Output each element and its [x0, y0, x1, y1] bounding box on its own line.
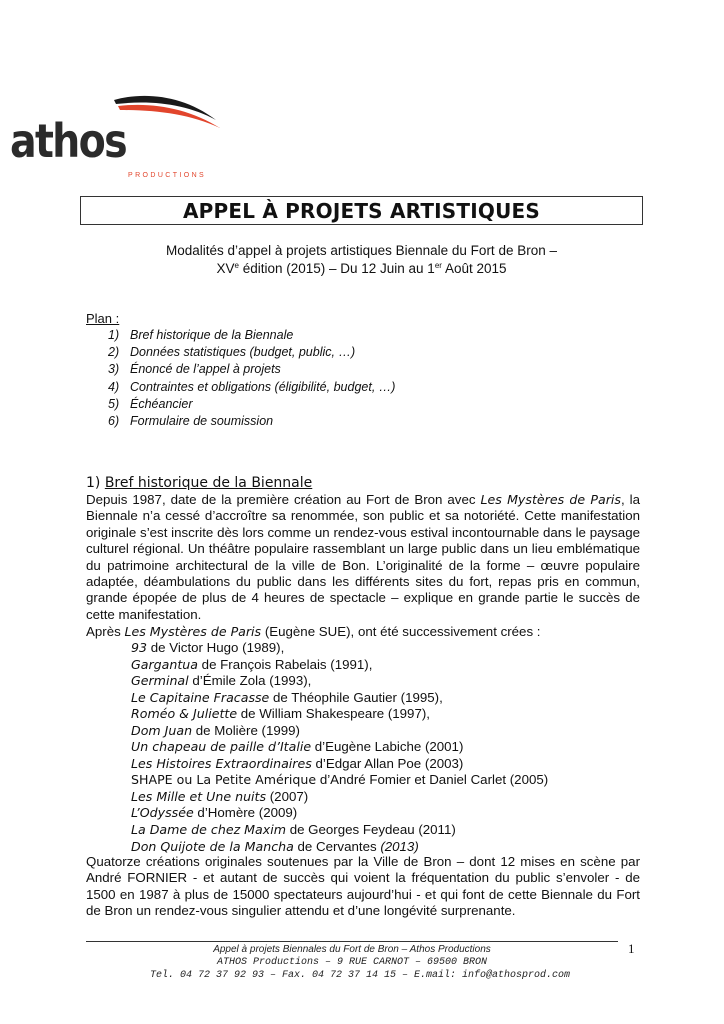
- plan-item: [108, 344, 395, 361]
- work-item: [131, 772, 548, 789]
- work-title: L’Odyssée: [131, 805, 194, 821]
- paragraph-text: (Eugène SUE), ont été successivement crées :: [261, 624, 541, 639]
- plan-item-number: 3): [108, 362, 120, 377]
- work-title: Les Mille et Une nuits: [131, 788, 267, 804]
- work-credit: de Georges Feydeau (2011): [286, 822, 456, 838]
- subtitle-sup-er: er: [434, 261, 442, 270]
- work-credit: de Molière (1999): [192, 722, 300, 738]
- footer-divider: [86, 941, 618, 942]
- work-title: Le Capitaine Fracasse: [131, 689, 270, 705]
- plan-item: [108, 396, 395, 413]
- work-credit: de François Rabelais (1991),: [197, 656, 373, 672]
- plan-item: [108, 327, 395, 344]
- work-credit: de Théophile Gautier (1995),: [269, 689, 443, 705]
- work-item: [131, 822, 548, 839]
- title-box: [80, 196, 643, 225]
- work-year: (2013): [380, 838, 419, 854]
- footer-contact: Tel. 04 72 37 92 93 – Fax. 04 72 37 14 15 – E.mail: info@athosprod.com: [149, 970, 571, 981]
- work-credit: de Cervantes: [293, 838, 381, 854]
- work-item: [131, 839, 548, 856]
- subtitle-sup-e: e: [234, 261, 239, 270]
- plan-item-text: Formulaire de soumission: [130, 413, 274, 428]
- work-title: SHAPE ou La Petite Amérique: [131, 772, 317, 788]
- logo-subtitle: PRODUCTIONS: [128, 172, 207, 179]
- plan-item: [108, 413, 395, 430]
- plan-item-text: Énoncé de l’appel à projets: [130, 362, 281, 377]
- plan-item-number: 6): [108, 413, 120, 428]
- plan-item-text: Bref historique de la Biennale: [130, 328, 294, 342]
- plan-item: [108, 379, 395, 396]
- work-item: [131, 673, 548, 690]
- work-credit: de Victor Hugo (1989),: [147, 640, 285, 655]
- footer-address: ATHOS Productions – 9 RUE CARNOT – 69500 BRON: [216, 957, 488, 968]
- work-credit: d’Homère (2009): [193, 805, 298, 821]
- plan-item-number: 5): [108, 396, 120, 411]
- work-item: [131, 739, 548, 756]
- work-item: [131, 805, 548, 822]
- paragraph-text: Après: [86, 624, 125, 639]
- page-title: APPEL À PROJETS ARTISTIQUES: [182, 198, 541, 223]
- work-title: Germinal: [131, 673, 189, 689]
- athos-logo: [112, 92, 227, 182]
- work-title: Don Quijote de la Mancha: [131, 838, 294, 854]
- subtitle-edition: XV: [216, 261, 235, 276]
- work-credit: de William Shakespeare (1997),: [237, 706, 430, 722]
- plan-label: Plan :: [86, 311, 120, 326]
- work-title: Les Mystères de Paris: [124, 624, 262, 639]
- work-title: Roméo & Juliette: [131, 706, 238, 722]
- footer-title: Appel à projets Biennales du Fort de Bron – Athos Productions: [213, 944, 491, 955]
- work-credit: d’André Fomier et Daniel Carlet (2005): [316, 772, 549, 788]
- section-number: 1): [86, 475, 105, 491]
- history-paragraph: [86, 492, 640, 623]
- work-item: [131, 640, 548, 657]
- work-credit: d’Edgar Allan Poe (2003): [311, 755, 464, 771]
- subtitle-line-1: Modalités d’appel à projets artistiques Biennale du Fort de Bron –: [166, 243, 557, 258]
- work-credit: d’Eugène Labiche (2001): [311, 739, 464, 755]
- work-item: [131, 690, 548, 707]
- plan-item-text: Échéancier: [130, 396, 193, 411]
- work-title: Gargantua: [131, 656, 198, 672]
- section-heading: [86, 474, 312, 492]
- work-item: [131, 756, 548, 773]
- work-credit: (2007): [266, 788, 309, 804]
- works-intro: [86, 624, 541, 640]
- closing-paragraph: Quatorze créations originales soutenues par la Ville de Bron – dont 12 mises en scène par André FORNIER - et autant de succès qui voient la fréquentation du public s’envoler - de 1500 en 1987 à plus de 15000 spectateurs aujourd’hui - et qui font de cette Biennale du Fort de Bron un rendez-vous singulier attendu et d’une longévité surprenante.: [86, 854, 640, 919]
- work-title: Les Mystères de Paris: [480, 492, 621, 507]
- subtitle-line-2: [80, 260, 643, 278]
- subtitle-month: Août 2015: [441, 261, 507, 276]
- work-title: Les Histoires Extraordinaires: [131, 755, 312, 771]
- plan-list: [108, 327, 395, 430]
- plan-item-number: 2): [108, 345, 120, 360]
- works-list: [131, 640, 548, 855]
- paragraph-text: , la Biennale n’a cessé d’accroître sa renommée, son public et sa notoriété. Cette manifestation originale s’est inscrite dès lors comme un rendez-vous estival incontournable dans le paysage culturel régional. Un théâtre populaire rassemblant un large public dans un lieu emblématique du patrimoine architectural de la ville de Bon. L’originalité de la forme – œuvre populaire adaptée, déambulations du public dans les différents sites du fort, repas pris en commun, grande épopée de plus de 4 heures de spectacle – explique en grande partie le succès de cette manifestation.: [86, 492, 640, 622]
- plan-item: [108, 361, 395, 378]
- logo-swoosh: [112, 92, 227, 132]
- subtitle-dates: édition (2015) – Du 12 Juin au 1: [238, 261, 435, 276]
- plan-item-text: Données statistiques (budget, public, …): [130, 345, 356, 360]
- logo-word: athos: [10, 114, 126, 168]
- work-title: Un chapeau de paille d’Italie: [131, 739, 312, 755]
- work-title: Dom Juan: [131, 722, 193, 738]
- paragraph-text: Depuis 1987, date de la première création au Fort de Bron avec: [86, 492, 481, 507]
- plan-item-number: 1): [108, 328, 120, 342]
- plan-item-number: 4): [108, 379, 120, 394]
- work-item: [131, 706, 548, 723]
- plan-item-text: Contraintes et obligations (éligibilité, budget, …): [130, 379, 396, 394]
- work-item: [131, 789, 548, 806]
- section-title: Bref historique de la Biennale: [104, 475, 313, 491]
- page-number: 1: [628, 941, 635, 956]
- work-credit: d’Émile Zola (1993),: [188, 673, 312, 689]
- work-item: [131, 657, 548, 674]
- work-item: [131, 723, 548, 740]
- work-title: 93: [131, 640, 148, 655]
- work-title: La Dame de chez Maxim: [131, 822, 286, 838]
